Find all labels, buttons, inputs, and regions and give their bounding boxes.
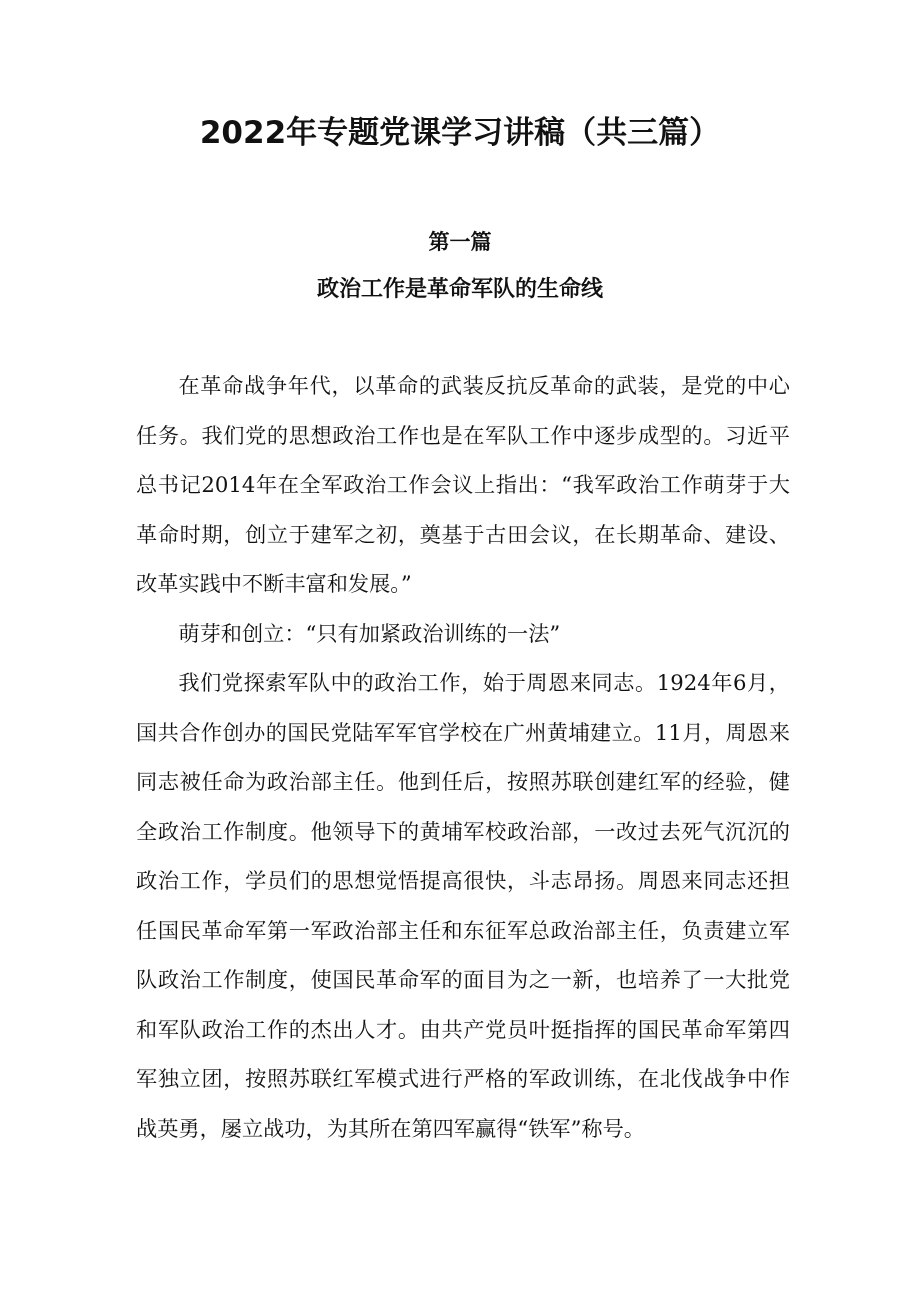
section-title: 政治工作是革命军队的生命线: [316, 277, 603, 302]
document-title: 2022年专题党课学习讲稿（共三篇）: [199, 115, 721, 151]
section-label: 第一篇: [428, 230, 492, 254]
paragraph-intro: 在革命战争年代，以革命的武装反抗反革命的武装，是党的中心任务。我们党的思想政治工作也是在军队工作中逐步成型的。习近平总书记2014年在全军政治工作会议上指出：“我军政治工作萌芽于大革命时期，创立于建军之初，奠基于古田会议，在长期革命、建设、改革实践中不断丰富和发展。”: [136, 373, 790, 596]
paragraph-subheading: 萌芽和创立：“只有加紧政治训练的一法”: [178, 620, 561, 646]
body-text: [136, 361, 790, 1153]
paragraph-history: 我们党探索军队中的政治工作，始于周恩来同志。1924年6月，国共合作创办的国民党陆军军官学校在广州黄埔建立。11月，周恩来同志被任命为政治部主任。他到任后，按照苏联创建红军的经验，健全政治工作制度。他领导下的黄埔军校政治部，一改过去死气沉沉的政治工作，学员们的思想觉悟提高很快，斗志昂扬。周恩来同志还担任国民革命军第一军政治部主任和东征军总政治部主任，负责建立军队政治工作制度，使国民革命军的面目为之一新，也培养了一大批党和军队政治工作的杰出人才。由共产党员叶挺指挥的国民革命军第四军独立团，按照苏联红军模式进行严格的军政训练，在北伐战争中作战英勇，屡立战功，为其所在第四军赢得“铁军”称号。: [136, 670, 790, 1141]
